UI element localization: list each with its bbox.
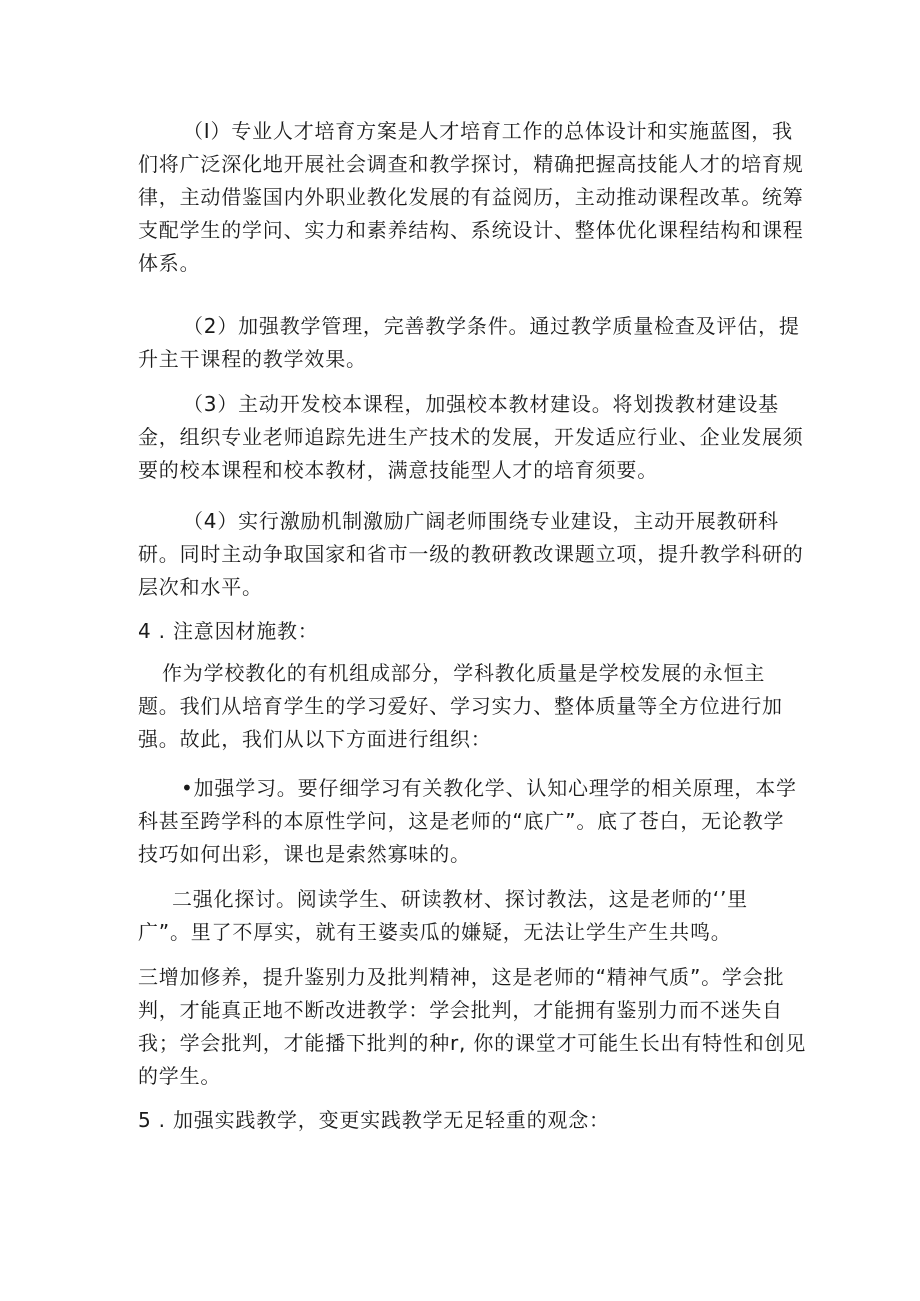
paragraph-line: 支配学生的学问、实力和素养结构、系统设计、整体优化课程结构和课程 [138, 218, 804, 242]
paragraph-line: 判，才能真正地不断改进教学：学会批判，才能拥有鉴别力而不迷失自 [138, 998, 783, 1022]
paragraph-line: 律，主动借鉴国内外职业教化发展的有益阅历，主动推动课程改革。统筹 [138, 185, 804, 209]
paragraph-line: （4）实行激励机制激励广阔老师围绕专业建设，主动开展教研科 [183, 509, 779, 533]
paragraph-line: 们将广泛深化地开展社会调查和教学探讨，精确把握高技能人才的培育规 [138, 152, 804, 176]
paragraph-line: 科甚至跨学科的本原性学问，这是老师的“底广”。底了苍白，无论教学 [138, 809, 785, 833]
paragraph-line: 的学生。 [138, 1064, 222, 1088]
paragraph-line: （I）专业人才培育方案是人才培育工作的总体设计和实施蓝图，我 [183, 119, 793, 143]
paragraph-line: 升主干课程的教学效果。 [138, 347, 367, 371]
paragraph-line: 广”。里了不厚实，就有王婆卖瓜的嫌疑，无法让学生产生共鸣。 [138, 920, 732, 944]
paragraph-line: 技巧如何出彩，课也是索然寡味的。 [138, 842, 471, 866]
list-item: 二强化探讨。阅读学生、研读教材、探讨教法，这是老师的‘’里 [172, 887, 748, 911]
list-item: 三增加修养，提升鉴别力及批判精神，这是老师的“精神气质”。学会批 [138, 965, 785, 989]
paragraph-line: （3）主动开发校本课程，加强校本教材建设。将划拨教材建设基 [183, 392, 779, 416]
paragraph-line: 我；学会批判，才能播下批判的种r, 你的课堂才可能生长出有特性和创见 [138, 1031, 807, 1055]
paragraph-line: 研。同时主动争取国家和省市一级的教研教改课题立项，提升教学科研的 [138, 542, 804, 566]
section-heading: 4 . 注意因材施教： [138, 619, 319, 643]
paragraph-line: 强。故此，我们从以下方面进行组织： [138, 727, 492, 751]
paragraph-line: 要的校本课程和校本教材，满意技能型人才的培育须要。 [138, 458, 658, 482]
paragraph-line: 金，组织专业老师追踪先进生产技术的发展，开发适应行业、企业发展须 [138, 425, 804, 449]
list-item: •加强学习。要仔细学习有关教化学、认知心理学的相关原理，本学 [181, 776, 797, 800]
paragraph-line: （2）加强教学管理，完善教学条件。通过教学质量检查及评估，提 [183, 314, 800, 338]
paragraph-line: 层次和水平。 [138, 575, 263, 599]
paragraph-line: 题。我们从培育学生的学习爱好、学习实力、整体质量等全方位进行加 [138, 694, 783, 718]
paragraph-line: 体系。 [138, 251, 201, 275]
paragraph-line: 作为学校教化的有机组成部分，学科教化质量是学校发展的永恒主 [162, 661, 766, 685]
section-heading: 5 . 加强实践教学，变更实践教学无足轻重的观念： [138, 1108, 610, 1132]
